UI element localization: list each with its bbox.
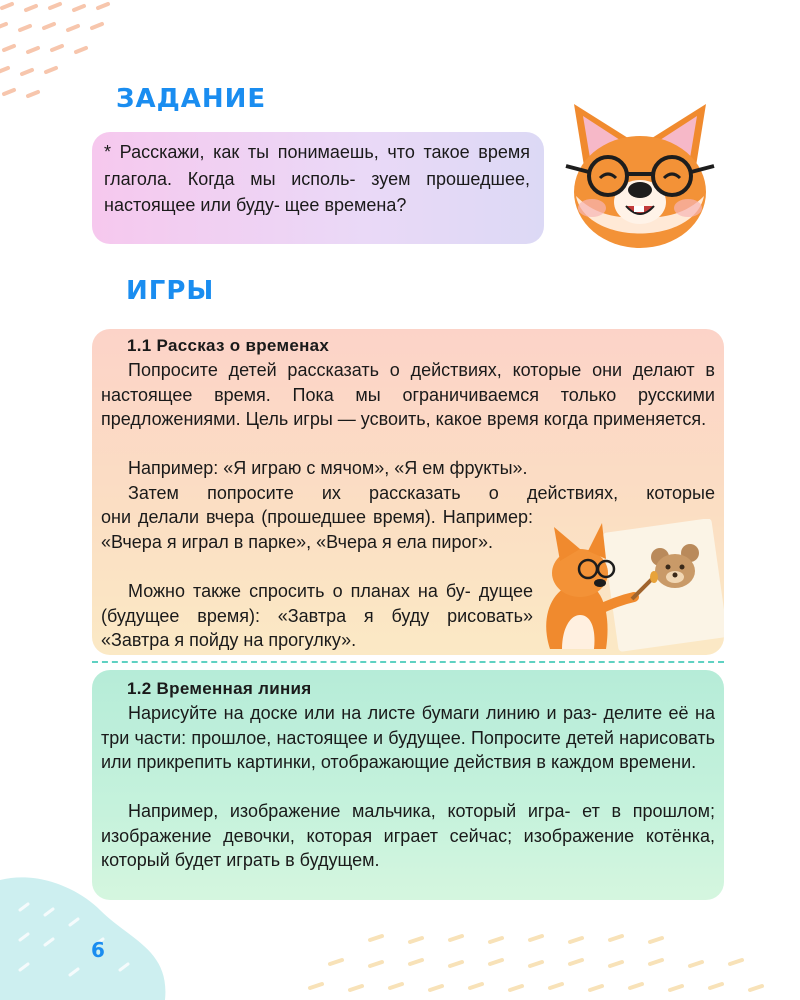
- decorative-dashes: [300, 930, 780, 1000]
- game-paragraph: они делали вчера (прошедшее время). Например: «Вчера я играл в парке», «Вчера я ела пирог».: [101, 507, 533, 552]
- game-paragraph: Например: «Я играю с мячом», «Я ем фрукты».: [128, 458, 528, 478]
- game-paragraph: Попросите детей рассказать о действиях, которые они делают в настоящее время. Пока мы ограничиваемся только русскими предложениями. Цель игры — усвоить, какое время когда применяется.: [101, 360, 715, 429]
- games-heading: ИГРЫ: [126, 276, 215, 306]
- game-title: 1.1 Рассказ о временах: [127, 336, 330, 355]
- game-paragraph: Можно также спросить о планах на бу- дущее (будущее время): «Завтра я буду рисовать» «Завтра я пойду на прогулку».: [101, 581, 533, 650]
- task-text: * Расскажи, как ты понимаешь, что такое время глагола. Когда мы исполь- зуем прошедшее, настоящее или буду- щее времена?: [104, 142, 530, 215]
- game-paragraph: Затем попросите их рассказать о действиях, которые: [128, 483, 715, 503]
- game-card-1: [92, 329, 724, 655]
- fox-painting-illustration: [540, 519, 724, 655]
- game-title: 1.2 Временная линия: [127, 679, 312, 698]
- task-box: [92, 132, 544, 244]
- decorative-dashes: [0, 0, 130, 110]
- fox-head-illustration: [556, 96, 724, 250]
- game-card-2: [92, 670, 724, 900]
- section-divider: [92, 661, 724, 663]
- game-paragraph: Например, изображение мальчика, который игра- ет в прошлом; изображение девочки, которая играет сейчас; изображение котёнка, который будет играть в будущем.: [101, 801, 715, 870]
- game-paragraph: Нарисуйте на доске или на листе бумаги линию и раз- делите её на три части: прошлое, настоящее и будущее. Попросите детей нарисовать или прикрепить картинки, отображающие действия в каждом времени.: [101, 703, 715, 772]
- task-heading: ЗАДАНИЕ: [116, 84, 267, 114]
- page-number: 6: [91, 938, 105, 962]
